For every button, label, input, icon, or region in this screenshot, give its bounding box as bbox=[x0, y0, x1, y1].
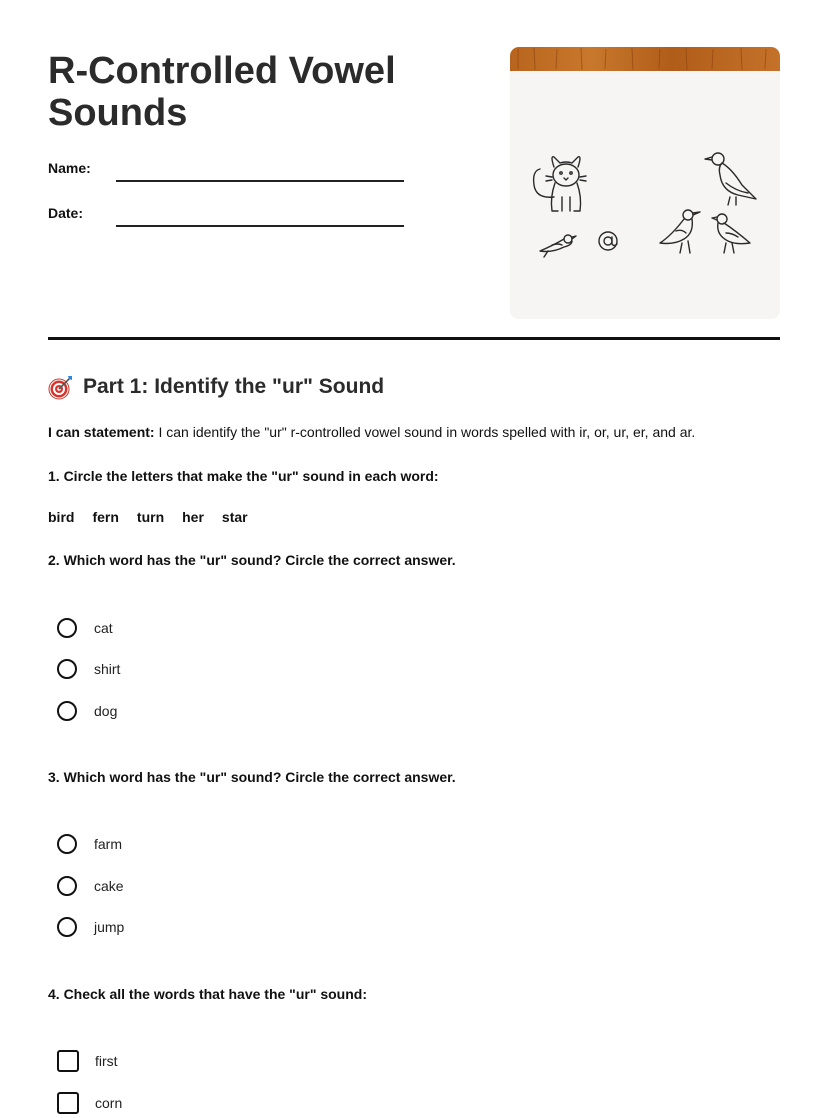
checkbox-label: corn bbox=[95, 1095, 123, 1111]
word-item[interactable]: her bbox=[182, 509, 204, 525]
radio-button[interactable] bbox=[57, 917, 77, 937]
option-item[interactable] bbox=[57, 915, 124, 939]
option-label: shirt bbox=[94, 661, 121, 677]
section-heading-text: Part 1: Identify the "ur" Sound bbox=[83, 375, 385, 398]
page-title: R-Controlled Vowel Sounds bbox=[48, 50, 396, 134]
option-label: cake bbox=[94, 878, 124, 894]
date-field[interactable] bbox=[116, 225, 404, 227]
radio-button[interactable] bbox=[57, 876, 77, 896]
radio-button[interactable] bbox=[57, 834, 77, 854]
radio-button[interactable] bbox=[57, 618, 77, 638]
radio-button[interactable] bbox=[57, 659, 77, 679]
option-item[interactable] bbox=[57, 657, 120, 681]
question-2: 2. Which word has the "ur" sound? Circle the correct answer. bbox=[48, 552, 456, 568]
i-can-statement bbox=[48, 424, 808, 440]
question-3: 3. Which word has the "ur" sound? Circle the correct answer. bbox=[48, 769, 456, 785]
checkbox-item[interactable] bbox=[57, 1049, 118, 1073]
section-divider bbox=[48, 337, 780, 340]
checkbox[interactable] bbox=[57, 1050, 79, 1072]
word-item[interactable]: turn bbox=[136, 509, 165, 525]
section-heading-part1 bbox=[48, 374, 384, 400]
checkbox[interactable] bbox=[57, 1092, 79, 1114]
option-item[interactable] bbox=[57, 699, 117, 723]
word-item[interactable]: star bbox=[221, 509, 248, 525]
checkbox-label: first bbox=[95, 1053, 118, 1069]
option-item[interactable] bbox=[57, 616, 113, 640]
statement-text: I can identify the "ur" r-controlled vowel sound in words spelled with ir, or, ur, er, and ar. bbox=[154, 424, 696, 440]
option-item[interactable] bbox=[57, 874, 124, 898]
option-label: jump bbox=[94, 919, 125, 935]
option-item[interactable] bbox=[57, 832, 122, 856]
wood-strip bbox=[510, 47, 780, 71]
checkbox-item[interactable] bbox=[57, 1091, 122, 1115]
worksheet-illustration bbox=[510, 47, 780, 319]
word-item[interactable]: bird bbox=[48, 509, 75, 525]
question-1: 1. Circle the letters that make the "ur" sound in each word: bbox=[48, 468, 439, 484]
question-4: 4. Check all the words that have the "ur" sound: bbox=[48, 986, 367, 1002]
option-label: cat bbox=[94, 620, 113, 636]
target-icon bbox=[48, 374, 74, 400]
option-label: dog bbox=[94, 703, 118, 719]
date-label: Date: bbox=[48, 205, 84, 221]
radio-button[interactable] bbox=[57, 701, 77, 721]
word-list bbox=[48, 509, 248, 525]
word-item[interactable]: fern bbox=[92, 509, 119, 525]
option-label: farm bbox=[94, 836, 122, 852]
statement-label: I can statement: bbox=[48, 424, 155, 440]
name-label: Name: bbox=[48, 160, 91, 176]
name-field[interactable] bbox=[116, 180, 404, 182]
